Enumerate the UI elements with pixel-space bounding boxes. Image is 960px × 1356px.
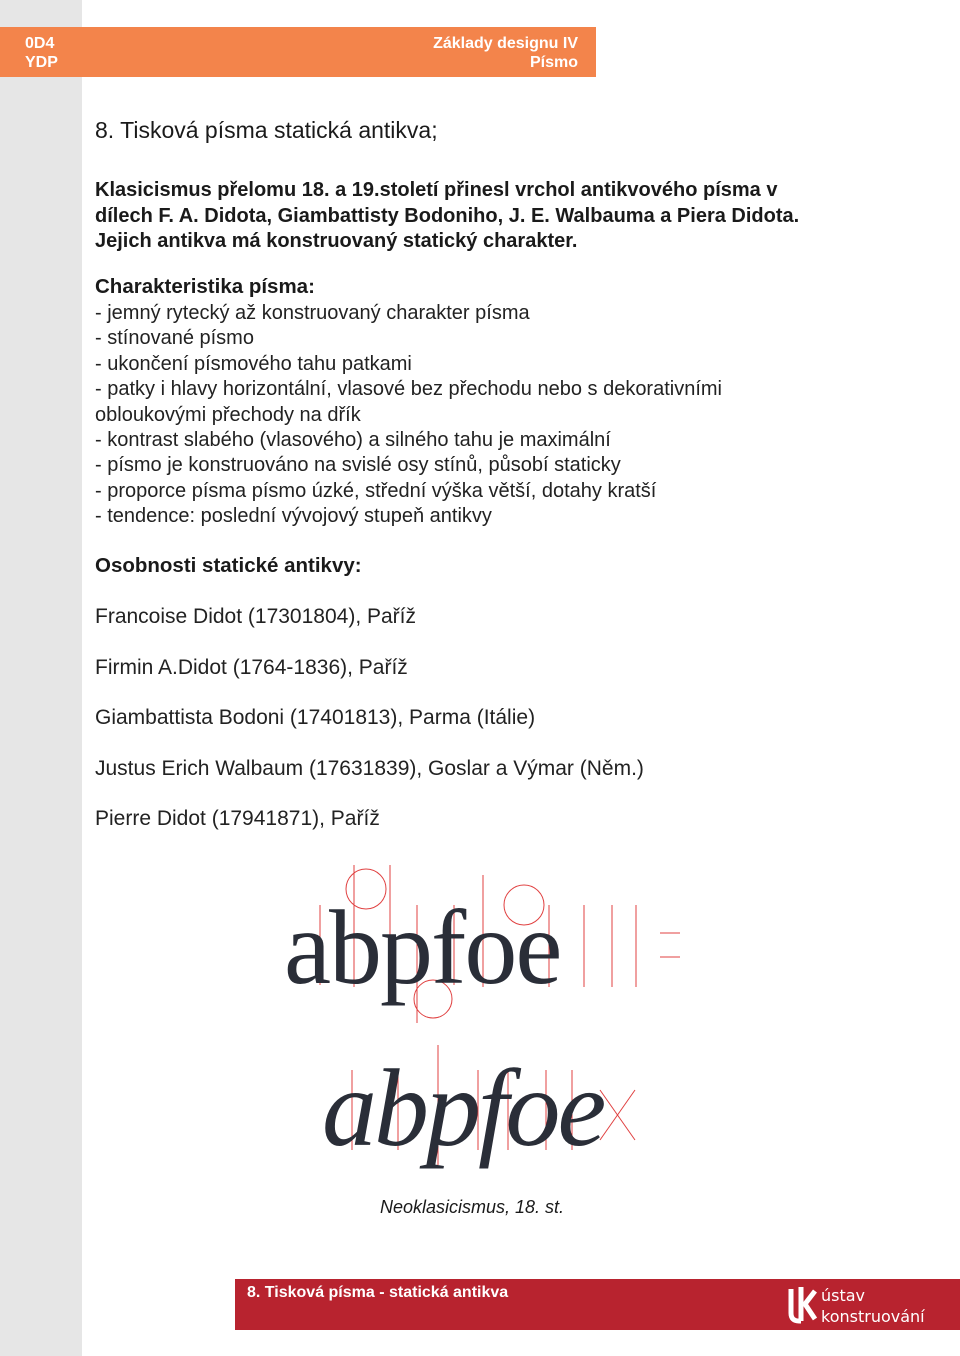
- intro-paragraph: [95, 178, 799, 255]
- figure-caption: Neoklasicismus, 18. st.: [380, 1197, 565, 1217]
- course-code-line2: YDP: [25, 54, 58, 71]
- list-item: - jemný rytecký až konstruovaný charakter písma: [95, 302, 530, 324]
- intro-line: dílech F. A. Didota, Giambattisty Bodoniho, J. E. Walbauma a Piera Didota.: [95, 204, 800, 227]
- list-item: - stínované písmo: [95, 327, 254, 350]
- list-item: - proporce písma písmo úzké, střední výška větší, dotahy kratší: [95, 479, 657, 502]
- logo-line2: konstruování: [821, 1307, 925, 1326]
- list-item: - písmo je konstruováno na svislé osy stínů, působí staticky: [95, 454, 621, 477]
- intro-line: Jejich antikva má konstruovaný statický charakter.: [95, 230, 578, 252]
- list-item: Francoise Didot (17301804), Paříž: [95, 605, 416, 628]
- characteristics-heading: Charakteristika písma:: [95, 275, 315, 298]
- list-item: Firmin A.Didot (1764-1836), Paříž: [95, 655, 408, 679]
- list-item: - kontrast slabého (vlasového) a silného tahu je maximální: [95, 429, 611, 452]
- institute-logo-text: [821, 1285, 925, 1327]
- list-item: - ukončení písmového tahu patkami: [95, 352, 412, 375]
- intro-line: Klasicismus přelomu 18. a 19.století přinesl vrchol antikvového písma v: [95, 179, 778, 201]
- list-item: Justus Erich Walbaum (17631839), Goslar a Výmar (Něm.): [95, 756, 644, 780]
- list-item: - tendence: poslední vývojový stupeň antikvy: [95, 505, 492, 528]
- header-bar: [0, 27, 596, 77]
- logo-line1: ústav: [821, 1286, 866, 1305]
- page-title: 8. Tisková písma statická antikva;: [95, 117, 438, 143]
- course-title: [433, 34, 578, 72]
- persons-heading: Osobnosti statické antikvy:: [95, 554, 362, 577]
- footer-bar: [235, 1279, 960, 1330]
- characteristics-list: [95, 301, 925, 530]
- institute-logo-icon: [787, 1283, 819, 1325]
- type-specimen-figure: [270, 855, 700, 1195]
- persons-list: [95, 604, 644, 857]
- footer-title: 8. Tisková písma - statická antikva: [247, 1284, 509, 1301]
- list-item: obloukovými přechody na dřík: [95, 403, 361, 426]
- left-margin-strip: [0, 0, 82, 1356]
- course-code: [25, 34, 58, 72]
- italic-specimen-text: abpfoe: [322, 1047, 604, 1169]
- list-item: - patky i hlavy horizontální, vlasové bez přechodu nebo s dekorativními: [95, 378, 723, 401]
- list-item: Pierre Didot (17941871), Paříž: [95, 807, 380, 831]
- list-item: Giambattista Bodoni (17401813), Parma (Itálie): [95, 706, 536, 730]
- course-title-line2: Písmo: [529, 54, 578, 71]
- institute-logo: [787, 1283, 932, 1327]
- course-code-line1: 0D4: [25, 35, 55, 52]
- roman-specimen-text: abpfoe: [284, 889, 561, 1006]
- course-title-line1: Základy designu IV: [433, 35, 578, 52]
